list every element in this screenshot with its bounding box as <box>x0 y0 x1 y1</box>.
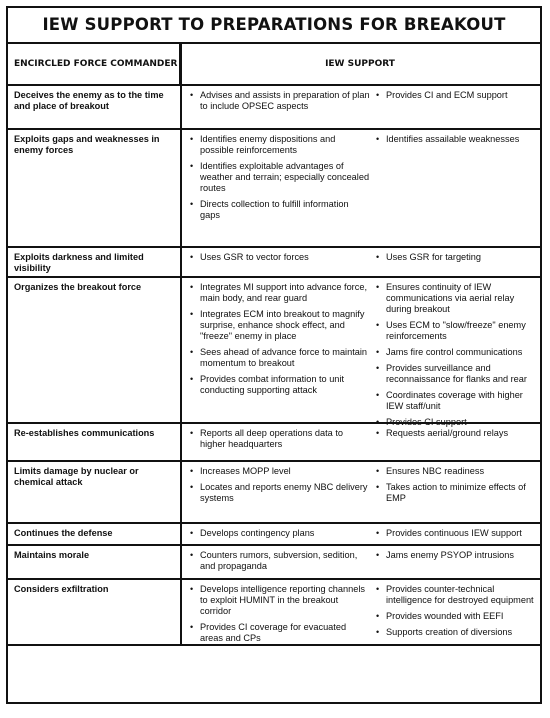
support-item <box>376 134 542 145</box>
commander-action-label: Deceives the enemy as to the time and place of breakout <box>14 90 164 111</box>
support-item <box>190 482 370 504</box>
support-item <box>190 309 370 342</box>
document-frame <box>6 6 542 704</box>
support-item-text: Identifies enemy dispositions and possible reinforcements <box>200 134 336 155</box>
iew-support-column-left <box>190 134 370 226</box>
support-item <box>190 622 370 644</box>
bullet-icon: • <box>190 199 194 209</box>
support-item-text: Takes action to minimize effects of EMP <box>386 482 526 503</box>
table-row <box>8 522 540 544</box>
support-item-text: Requests aerial/ground relays <box>386 428 509 438</box>
table-row <box>8 246 540 276</box>
bullet-icon: • <box>190 550 194 560</box>
support-item-text: Jams fire control communications <box>386 347 523 357</box>
support-item-text: Identifies assailable weaknesses <box>386 134 520 144</box>
iew-support-column-left <box>190 90 370 117</box>
support-item-text: Provides CI and ECM support <box>386 90 508 100</box>
bullet-icon: • <box>376 528 380 538</box>
table-row <box>8 578 540 644</box>
support-item <box>190 90 370 112</box>
bullet-icon: • <box>376 282 380 292</box>
support-item <box>376 320 542 342</box>
iew-support-column-right <box>376 90 542 106</box>
bullet-icon: • <box>376 363 380 373</box>
commander-action-label: Continues the defense <box>14 528 113 538</box>
support-item-text: Sees ahead of advance force to maintain momentum to breakout <box>200 347 368 368</box>
bullet-icon: • <box>190 584 194 594</box>
commander-action-label: Limits damage by nuclear or chemical attack <box>14 466 139 487</box>
support-item-text: Supports creation of diversions <box>386 627 513 637</box>
bullet-icon: • <box>190 374 194 384</box>
support-item <box>190 282 370 304</box>
support-item <box>190 134 370 156</box>
support-item-text: Jams enemy PSYOP intrusions <box>386 550 514 560</box>
iew-support-column-right <box>376 428 542 444</box>
commander-action-label: Re-establishes communications <box>14 428 155 438</box>
bullet-icon: • <box>190 134 194 144</box>
support-item <box>190 199 370 221</box>
page-title: IEW SUPPORT TO PREPARATIONS FOR BREAKOUT <box>8 8 540 44</box>
support-item-text: Provides continuous IEW support <box>386 528 522 538</box>
bullet-icon: • <box>376 428 380 438</box>
support-item-text: Develops contingency plans <box>200 528 315 538</box>
support-item-text: Counters rumors, subversion, sedition, and propaganda <box>200 550 358 571</box>
iew-support-column-left <box>190 550 370 577</box>
bullet-icon: • <box>190 309 194 319</box>
support-item <box>190 374 370 396</box>
support-item-text: Coordinates coverage with higher IEW staff/unit <box>386 390 523 411</box>
bullet-icon: • <box>376 347 380 357</box>
support-item-text: Provides counter-technical intelligence for destroyed equipment <box>386 584 534 605</box>
table-row <box>8 460 540 522</box>
support-item <box>376 584 542 606</box>
commander-action-label: Considers exfiltration <box>14 584 109 594</box>
column-header-iew-support: IEW SUPPORT <box>325 59 395 69</box>
bullet-icon: • <box>190 252 194 262</box>
support-item-text: Provides CI coverage for evacuated areas and CPs <box>200 622 347 643</box>
bullet-icon: • <box>376 584 380 594</box>
support-item-text: Directs collection to fulfill information gaps <box>200 199 349 220</box>
support-item-text: Ensures NBC readiness <box>386 466 485 476</box>
bullet-icon: • <box>190 90 194 100</box>
bullet-icon: • <box>190 282 194 292</box>
iew-support-column-right <box>376 584 542 643</box>
iew-support-column-right <box>376 282 542 433</box>
empty-bottom-area <box>8 644 540 704</box>
bullet-icon: • <box>376 90 380 100</box>
support-item <box>190 347 370 369</box>
table-row <box>8 276 540 427</box>
support-item <box>376 627 542 638</box>
iew-support-column-right <box>376 550 542 566</box>
iew-support-column-left <box>190 466 370 509</box>
bullet-icon: • <box>376 482 380 492</box>
iew-support-column-left <box>190 428 370 455</box>
support-item <box>376 428 542 439</box>
support-item <box>190 466 370 477</box>
support-item-text: Advises and assists in preparation of plan to include OPSEC aspects <box>200 90 370 111</box>
support-item-text: Identifies exploitable advantages of weather and terrain; especially concealed routes <box>200 161 370 193</box>
table-row <box>8 422 540 460</box>
support-item <box>376 528 542 539</box>
iew-support-column-right <box>376 134 542 150</box>
support-item <box>190 528 370 539</box>
support-item-text: Increases MOPP level <box>200 466 291 476</box>
bullet-icon: • <box>190 161 194 171</box>
support-item <box>190 584 370 617</box>
support-item <box>376 466 542 477</box>
support-item-text: Reports all deep operations data to higher headquarters <box>200 428 344 449</box>
bullet-icon: • <box>190 622 194 632</box>
support-item-text: Uses GSR for targeting <box>386 252 481 262</box>
commander-action-label: Exploits darkness and limited visibility <box>14 252 144 273</box>
iew-support-column-left <box>190 252 370 268</box>
bullet-icon: • <box>376 252 380 262</box>
support-item <box>376 390 542 412</box>
iew-support-column-left <box>190 282 370 401</box>
bullet-icon: • <box>376 134 380 144</box>
support-item <box>190 550 370 572</box>
table-row <box>8 84 540 128</box>
commander-action-label: Organizes the breakout force <box>14 282 142 292</box>
support-item-text: Uses ECM to "slow/freeze" enemy reinforcements <box>386 320 526 341</box>
bullet-icon: • <box>376 320 380 330</box>
support-item <box>376 363 542 385</box>
bullet-icon: • <box>376 466 380 476</box>
support-item <box>376 90 542 101</box>
support-item-text: Provides CI support <box>386 417 467 427</box>
support-item-text: Ensures continuity of IEW communications via aerial relay during breakout <box>386 282 515 314</box>
bullet-icon: • <box>190 428 194 438</box>
support-item-text: Integrates ECM into breakout to magnify surprise, enhance shock effect, and "freeze" enemy in place <box>200 309 365 341</box>
support-item-text: Uses GSR to vector forces <box>200 252 309 262</box>
iew-support-column-right <box>376 252 542 268</box>
support-item-text: Locates and reports enemy NBC delivery systems <box>200 482 368 503</box>
support-item <box>376 252 542 263</box>
bullet-icon: • <box>190 347 194 357</box>
table-row <box>8 544 540 578</box>
iew-support-column-left <box>190 528 370 544</box>
bullet-icon: • <box>376 390 380 400</box>
bullet-icon: • <box>376 627 380 637</box>
bullet-icon: • <box>376 417 380 427</box>
support-item <box>376 347 542 358</box>
support-item <box>190 161 370 194</box>
table-row <box>8 128 540 246</box>
bullet-icon: • <box>190 482 194 492</box>
bullet-icon: • <box>376 550 380 560</box>
bullet-icon: • <box>190 466 194 476</box>
support-item <box>376 282 542 315</box>
iew-support-column-left <box>190 584 370 649</box>
bullet-icon: • <box>190 528 194 538</box>
commander-action-label: Exploits gaps and weaknesses in enemy forces <box>14 134 160 155</box>
iew-support-column-right <box>376 528 542 544</box>
column-header-commander: ENCIRCLED FORCE COMMANDER <box>14 59 178 69</box>
support-item-text: Provides combat information to unit conducting supporting attack <box>200 374 345 395</box>
support-item <box>190 252 370 263</box>
support-item <box>190 428 370 450</box>
support-item-text: Provides surveillance and reconnaissance for flanks and rear <box>386 363 527 384</box>
bullet-icon: • <box>376 611 380 621</box>
support-item-text: Develops intelligence reporting channels to exploit HUMINT in the breakout corridor <box>200 584 365 616</box>
support-item <box>376 482 542 504</box>
support-item-text: Integrates MI support into advance force, main body, and rear guard <box>200 282 367 303</box>
support-item <box>376 550 542 561</box>
iew-support-column-right <box>376 466 542 509</box>
commander-action-label: Maintains morale <box>14 550 90 560</box>
support-item <box>376 611 542 622</box>
support-item-text: Provides wounded with EEFI <box>386 611 504 621</box>
